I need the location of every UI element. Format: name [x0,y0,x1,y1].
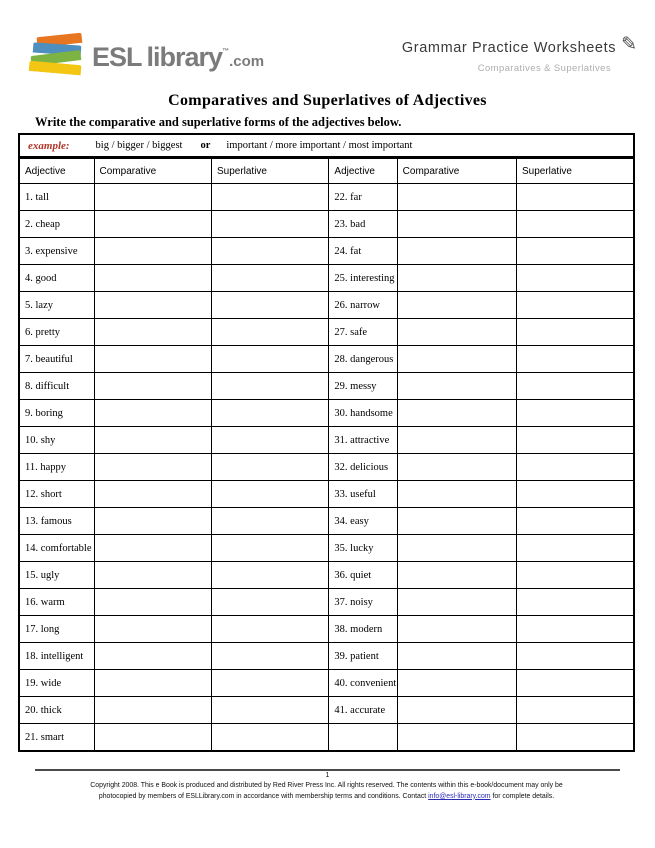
logo-esl-text: ESL [92,41,142,72]
superlative-blank-cell [516,184,634,211]
adjective-cell: 1. tall [19,184,94,211]
comparative-blank-cell [94,400,211,427]
footer-divider [35,769,620,771]
example-conjunction: or [200,140,211,151]
superlative-blank-cell [516,589,634,616]
adjective-cell: 39. patient [329,643,397,670]
worksheet-row [19,562,634,589]
worksheet-row [19,211,634,238]
superlative-blank-cell [516,562,634,589]
adjective-cell: 26. narrow [329,292,397,319]
worksheet-row [19,373,634,400]
superlative-blank-cell [211,508,328,535]
comparative-blank-cell [397,697,516,724]
superlative-blank-cell [211,616,328,643]
comparative-blank-cell [397,265,516,292]
comparative-blank-cell [397,292,516,319]
copyright-line1: Copyright 2008. This e Book is produced and distributed by Red River Press Inc. All rights reserved. The contents within this e-book/document may only be [90,782,563,789]
adjective-cell: 20. thick [19,697,94,724]
adjective-cell: 40. convenient [329,670,397,697]
superlative-blank-cell [516,508,634,535]
worksheet-row [19,292,634,319]
adjective-cell: 15. ugly [19,562,94,589]
superlative-blank-cell [516,292,634,319]
comparative-blank-cell [94,184,211,211]
superlative-blank-cell [211,724,328,752]
copyright-line2-pre: photocopied by members of ESLLibrary.com in accordance with membership terms and conditions. Contact [98,792,429,800]
comparative-blank-cell [94,508,211,535]
adjective-cell: 8. difficult [19,373,94,400]
series-subtitle: Comparatives & Superlatives [477,63,611,74]
comparative-blank-cell [397,319,516,346]
worksheet-row [19,238,634,265]
column-header-adjective: Adjective [329,158,397,184]
adjective-cell: 31. attractive [329,427,397,454]
adjective-cell: 9. boring [19,400,94,427]
column-header-superlative: Superlative [211,158,328,184]
superlative-blank-cell [516,427,634,454]
worksheet-row [19,346,634,373]
comparative-blank-cell [397,643,516,670]
adjective-cell: 27. safe [329,319,397,346]
superlative-blank-cell [211,319,328,346]
superlative-blank-cell [516,346,634,373]
superlative-blank-cell [211,238,328,265]
worksheet-row [19,508,634,535]
superlative-blank-cell [211,697,328,724]
superlative-blank-cell [516,400,634,427]
worksheet-row [19,643,634,670]
book-yellow [29,61,82,77]
superlative-blank-cell [211,427,328,454]
superlative-blank-cell [516,238,634,265]
comparative-blank-cell [94,670,211,697]
adjective-cell: 35. lucky [329,535,397,562]
superlative-blank-cell [211,670,328,697]
superlative-blank-cell [516,373,634,400]
comparative-blank-cell [94,616,211,643]
adjective-cell [329,724,397,752]
comparative-blank-cell [94,481,211,508]
superlative-blank-cell [211,265,328,292]
adjective-cell: 36. quiet [329,562,397,589]
superlative-blank-cell [211,211,328,238]
column-header-comparative: Comparative [94,158,211,184]
superlative-blank-cell [211,643,328,670]
comparative-blank-cell [397,373,516,400]
comparative-blank-cell [397,589,516,616]
comparative-blank-cell [397,535,516,562]
worksheet-row [19,184,634,211]
comparative-blank-cell [94,346,211,373]
comparative-blank-cell [94,292,211,319]
comparative-blank-cell [397,508,516,535]
superlative-blank-cell [211,292,328,319]
adjective-cell: 17. long [19,616,94,643]
superlative-blank-cell [516,535,634,562]
adjective-cell: 16. warm [19,589,94,616]
book-stack-icon [28,34,86,80]
worksheet-row [19,589,634,616]
superlative-blank-cell [516,724,634,752]
esl-library-logo [28,34,264,80]
comparative-blank-cell [397,238,516,265]
adjective-cell: 10. shy [19,427,94,454]
worksheet-row [19,697,634,724]
worksheet-row [19,724,634,752]
series-title: Grammar Practice Worksheets [401,39,617,56]
comparative-blank-cell [397,724,516,752]
superlative-blank-cell [516,454,634,481]
example-row [18,133,635,158]
logo-tm-mark: ™ [222,47,230,55]
worksheet-row [19,454,634,481]
adjective-cell: 32. delicious [329,454,397,481]
comparative-blank-cell [397,454,516,481]
superlative-blank-cell [211,400,328,427]
comparative-blank-cell [94,562,211,589]
superlative-blank-cell [516,697,634,724]
adjectives-table [18,157,635,752]
comparative-blank-cell [397,670,516,697]
comparative-blank-cell [397,481,516,508]
copyright-line2-post: for complete details. [490,792,555,800]
superlative-blank-cell [516,670,634,697]
superlative-blank-cell [211,481,328,508]
superlative-blank-cell [516,265,634,292]
adjective-cell: 25. interesting [329,265,397,292]
adjective-cell: 38. modern [329,616,397,643]
comparative-blank-cell [397,427,516,454]
worksheet-row [19,400,634,427]
adjective-cell: 22. far [329,184,397,211]
adjective-cell: 41. accurate [329,697,397,724]
adjective-cell: 11. happy [19,454,94,481]
column-header-comparative: Comparative [397,158,516,184]
comparative-blank-cell [94,427,211,454]
copyright-notice [18,781,635,802]
superlative-blank-cell [211,373,328,400]
column-header-adjective: Adjective [19,158,94,184]
adjective-cell: 12. short [19,481,94,508]
comparative-blank-cell [397,211,516,238]
worksheet-row [19,616,634,643]
comparative-blank-cell [397,400,516,427]
adjective-cell: 6. pretty [19,319,94,346]
adjective-cell: 37. noisy [329,589,397,616]
logo-library-text: library [146,41,223,72]
comparative-blank-cell [94,454,211,481]
table-header-row [19,158,634,184]
example-set2: important / more important / most important [226,140,413,151]
superlative-blank-cell [516,481,634,508]
superlative-blank-cell [211,562,328,589]
comparative-blank-cell [397,346,516,373]
comparative-blank-cell [94,211,211,238]
series-header [402,36,637,74]
adjective-cell: 28. dangerous [329,346,397,373]
comparative-blank-cell [94,373,211,400]
example-set1: big / bigger / biggest [95,140,183,151]
adjective-cell: 30. handsome [329,400,397,427]
superlative-blank-cell [516,616,634,643]
comparative-blank-cell [94,265,211,292]
adjective-cell: 33. useful [329,481,397,508]
adjective-cell: 7. beautiful [19,346,94,373]
example-label: example: [28,139,70,152]
comparative-blank-cell [94,589,211,616]
worksheet-row [19,265,634,292]
comparative-blank-cell [94,238,211,265]
worksheet-row [19,427,634,454]
worksheet-row [19,319,634,346]
superlative-blank-cell [516,643,634,670]
adjective-cell: 23. bad [329,211,397,238]
worksheet-row [19,535,634,562]
comparative-blank-cell [94,724,211,752]
adjective-cell: 29. messy [329,373,397,400]
worksheet-row [19,670,634,697]
comparative-blank-cell [94,535,211,562]
superlative-blank-cell [516,211,634,238]
superlative-blank-cell [211,346,328,373]
superlative-blank-cell [211,535,328,562]
contact-email-link[interactable]: info@esl-library.com [428,792,491,800]
comparative-blank-cell [397,616,516,643]
comparative-blank-cell [94,643,211,670]
adjective-cell: 5. lazy [19,292,94,319]
superlative-blank-cell [211,589,328,616]
superlative-blank-cell [516,319,634,346]
adjective-cell: 13. famous [19,508,94,535]
adjective-cell: 4. good [19,265,94,292]
comparative-blank-cell [397,184,516,211]
adjective-cell: 24. fat [329,238,397,265]
adjective-cell: 19. wide [19,670,94,697]
instruction-text: Write the comparative and superlative forms of the adjectives below. [35,115,402,129]
logo-wordmark [92,42,264,73]
adjective-cell: 3. expensive [19,238,94,265]
page-number: 1 [325,772,330,779]
adjective-cell: 34. easy [329,508,397,535]
logo-com-text: .com [229,52,265,70]
column-header-superlative: Superlative [516,158,634,184]
comparative-blank-cell [94,697,211,724]
page-title: Comparatives and Superlatives of Adjectives [168,92,487,109]
pencil-icon: ✎ [621,34,637,55]
adjective-cell: 14. comfortable [19,535,94,562]
superlative-blank-cell [211,184,328,211]
adjective-cell: 18. intelligent [19,643,94,670]
comparative-blank-cell [94,319,211,346]
adjective-cell: 2. cheap [19,211,94,238]
comparative-blank-cell [397,562,516,589]
superlative-blank-cell [211,454,328,481]
worksheet-row [19,481,634,508]
adjective-cell: 21. smart [19,724,94,752]
